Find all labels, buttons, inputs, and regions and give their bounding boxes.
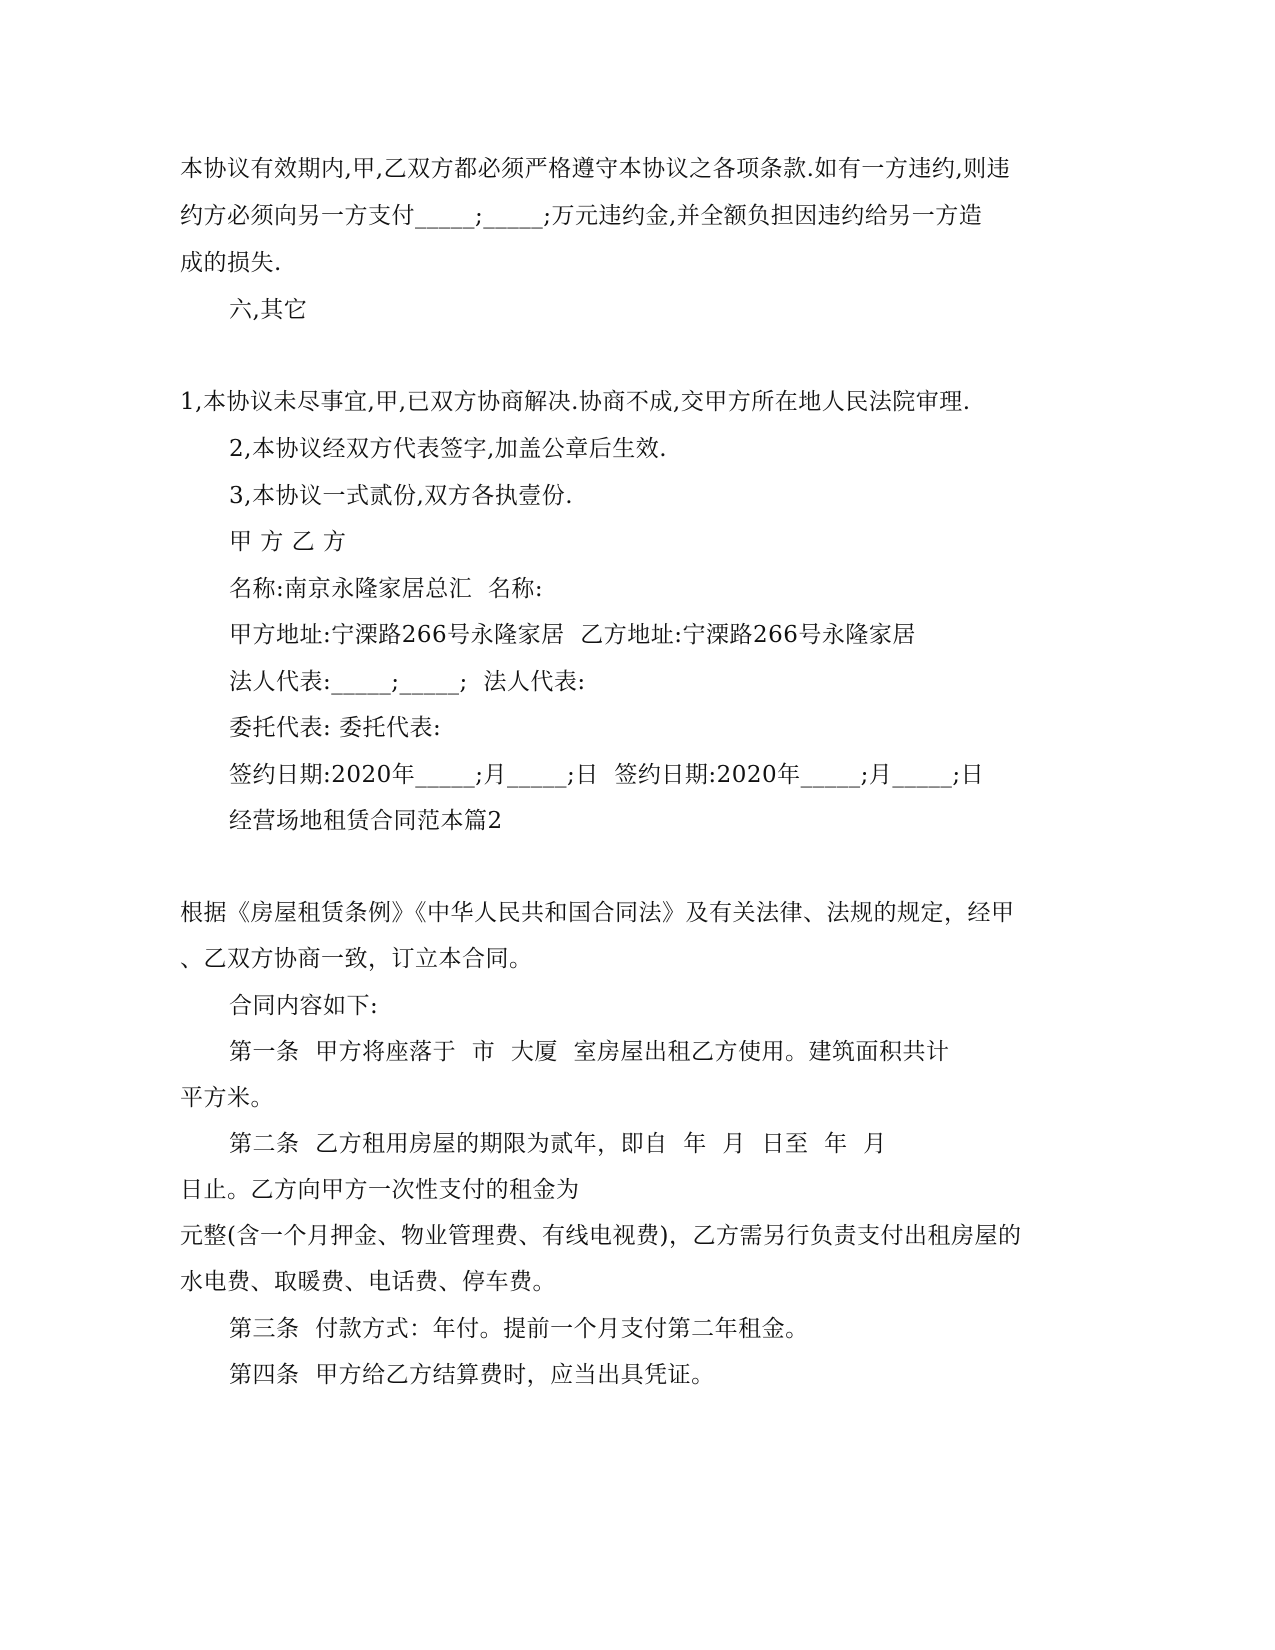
contract-content-heading: 合同内容如下: [229,993,379,1019]
clause-breach-line-3: 成的损失. [180,250,282,276]
signing-dates: 签约日期:2020年_____;月_____;日 签约日期:2020年_____;月_____;日 [229,762,985,788]
article-2-line-2: 日止。乙方向甲方一次性支付的租金为 [180,1177,580,1203]
article-2-line-3: 元整(含一个月押金、物业管理费、有线电视费)，乙方需另行负责支付出租房屋的 [180,1223,1022,1249]
legal-representatives: 法人代表:_____;_____; 法人代表: [229,669,586,695]
preamble-line-1: 根据《房屋租赁条例》《中华人民共和国合同法》及有关法律、法规的规定，经甲 [180,900,1015,926]
article-2-line-1: 第二条 乙方租用房屋的期限为贰年，即自 年 月 日至 年 月 [229,1131,887,1157]
article-4: 第四条 甲方给乙方结算费时，应当出具凭证。 [229,1362,715,1388]
clause-breach-line-1: 本协议有效期内,甲,乙双方都必须严格遵守本协议之各项条款.如有一方违约,则违 [180,156,1011,182]
party-headings: 甲 方 乙 方 [229,529,347,555]
party-addresses: 甲方地址:宁溧路266号永隆家居 乙方地址:宁溧路266号永隆家居 [229,622,916,648]
section-title-contract-2: 经营场地租赁合同范本篇2 [229,808,503,834]
other-item-1: 1,本协议未尽事宜,甲,已双方协商解决.协商不成,交甲方所在地人民法院审理. [180,389,971,415]
authorized-representatives: 委托代表: 委托代表: [229,715,442,741]
party-names: 名称:南京永隆家居总汇 名称: [229,576,544,602]
other-item-2: 2,本协议经双方代表签字,加盖公章后生效. [229,436,668,462]
section-heading-other: 六,其它 [229,297,308,323]
other-item-3: 3,本协议一式贰份,双方各执壹份. [229,483,574,509]
article-3: 第三条 付款方式：年付。提前一个月支付第二年租金。 [229,1316,809,1342]
article-2-line-4: 水电费、取暖费、电话费、停车费。 [180,1269,556,1295]
article-1-line-1: 第一条 甲方将座落于 市 大厦 室房屋出租乙方使用。建筑面积共计 [229,1039,950,1065]
preamble-line-2: 、乙双方协商一致，订立本合同。 [180,946,533,972]
article-1-line-2: 平方米。 [180,1085,274,1111]
clause-breach-line-2: 约方必须向另一方支付_____;_____;万元违约金,并全额负担因违约给另一方造 [180,203,983,229]
